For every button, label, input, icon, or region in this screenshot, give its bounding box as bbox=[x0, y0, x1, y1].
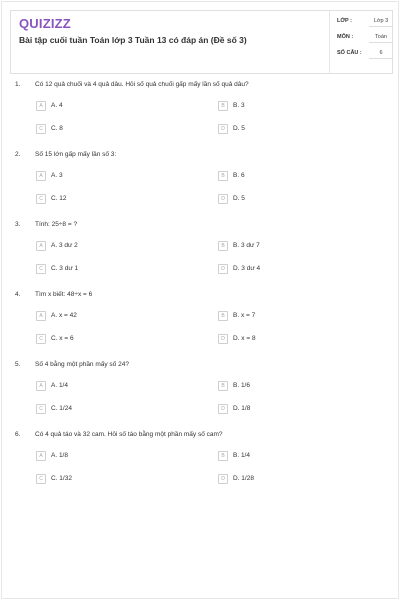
option-text: A. 3 bbox=[51, 172, 63, 179]
worksheet-title: Bài tập cuối tuần Toán lớp 3 Tuần 13 có đáp án (Đề số 3) bbox=[19, 35, 247, 45]
question-number: 1. bbox=[15, 81, 21, 88]
worksheet-header bbox=[10, 10, 393, 74]
option-text: C. 1/24 bbox=[51, 405, 72, 412]
meta-count-value: 6 bbox=[379, 50, 383, 56]
option-text: D. 1/28 bbox=[233, 475, 254, 482]
option-letter-box: B bbox=[218, 381, 228, 391]
option-letter-box: C bbox=[36, 264, 46, 274]
option-letter-box: A bbox=[36, 101, 46, 111]
question-text: Có 4 quả táo và 32 cam. Hỏi số táo bằng một phần mấy số cam? bbox=[35, 431, 223, 438]
header-divider bbox=[329, 11, 330, 73]
question-text: Có 12 quả chuối và 4 quả dâu. Hỏi số quả chuối gấp mấy lần số quả dâu? bbox=[35, 81, 249, 88]
question-number: 5. bbox=[15, 361, 21, 368]
meta-count-underline bbox=[369, 58, 393, 59]
option-letter-box: B bbox=[218, 311, 228, 321]
option-letter-box: D bbox=[218, 264, 228, 274]
question-text: Số 15 lớn gấp mấy lần số 3: bbox=[35, 151, 117, 158]
option-letter-box: D bbox=[218, 404, 228, 414]
option-letter-box: B bbox=[218, 241, 228, 251]
option-text: A. 1/4 bbox=[51, 382, 68, 389]
option-letter-box: C bbox=[36, 404, 46, 414]
option-text: A. 3 dư 2 bbox=[51, 242, 78, 249]
question-number: 6. bbox=[15, 431, 21, 438]
meta-class-underline bbox=[369, 26, 393, 27]
option-letter-box: B bbox=[218, 171, 228, 181]
option-text: A. x = 42 bbox=[51, 312, 77, 319]
option-text: B. 1/4 bbox=[233, 452, 250, 459]
option-letter-box: C bbox=[36, 124, 46, 134]
option-text: B. 3 dư 7 bbox=[233, 242, 260, 249]
option-letter-box: B bbox=[218, 101, 228, 111]
option-text: A. 4 bbox=[51, 102, 63, 109]
question-text: Số 4 bằng một phần mấy số 24? bbox=[35, 361, 129, 368]
option-text: B. x = 7 bbox=[233, 312, 256, 319]
meta-subject-label: MÔN : bbox=[337, 34, 354, 40]
option-text: D. 1/8 bbox=[233, 405, 251, 412]
worksheet-page bbox=[1, 1, 399, 599]
quizizz-logo: QUIZIZZ bbox=[19, 16, 71, 31]
option-text: D. 5 bbox=[233, 195, 245, 202]
option-text: A. 1/8 bbox=[51, 452, 68, 459]
option-text: B. 3 bbox=[233, 102, 245, 109]
question-text: Tính: 25÷8 = ? bbox=[35, 221, 78, 228]
question-number: 4. bbox=[15, 291, 21, 298]
option-letter-box: D bbox=[218, 474, 228, 484]
option-text: C. 3 dư 1 bbox=[51, 265, 79, 272]
option-letter-box: D bbox=[218, 334, 228, 344]
option-text: C. 1/32 bbox=[51, 475, 72, 482]
option-text: C. 12 bbox=[51, 195, 67, 202]
meta-subject-value: Toán bbox=[375, 34, 387, 40]
meta-count-label: SỐ CÂU : bbox=[337, 50, 362, 56]
option-letter-box: A bbox=[36, 171, 46, 181]
option-letter-box: A bbox=[36, 381, 46, 391]
question-number: 2. bbox=[15, 151, 21, 158]
option-letter-box: D bbox=[218, 194, 228, 204]
option-letter-box: C bbox=[36, 194, 46, 204]
option-text: C. x = 6 bbox=[51, 335, 74, 342]
question-text: Tìm x biết: 48÷x = 6 bbox=[35, 291, 93, 298]
option-text: B. 1/6 bbox=[233, 382, 250, 389]
meta-subject-underline bbox=[369, 42, 393, 43]
option-text: D. x = 8 bbox=[233, 335, 256, 342]
option-letter-box: C bbox=[36, 474, 46, 484]
meta-class-label: LỚP : bbox=[337, 18, 352, 24]
option-letter-box: A bbox=[36, 451, 46, 461]
option-text: B. 6 bbox=[233, 172, 245, 179]
option-text: D. 5 bbox=[233, 125, 245, 132]
question-number: 3. bbox=[15, 221, 21, 228]
option-letter-box: A bbox=[36, 241, 46, 251]
meta-class-value: Lớp 3 bbox=[373, 18, 389, 24]
option-letter-box: C bbox=[36, 334, 46, 344]
option-letter-box: D bbox=[218, 124, 228, 134]
option-letter-box: A bbox=[36, 311, 46, 321]
option-text: C. 8 bbox=[51, 125, 63, 132]
option-text: D. 3 dư 4 bbox=[233, 265, 261, 272]
option-letter-box: B bbox=[218, 451, 228, 461]
